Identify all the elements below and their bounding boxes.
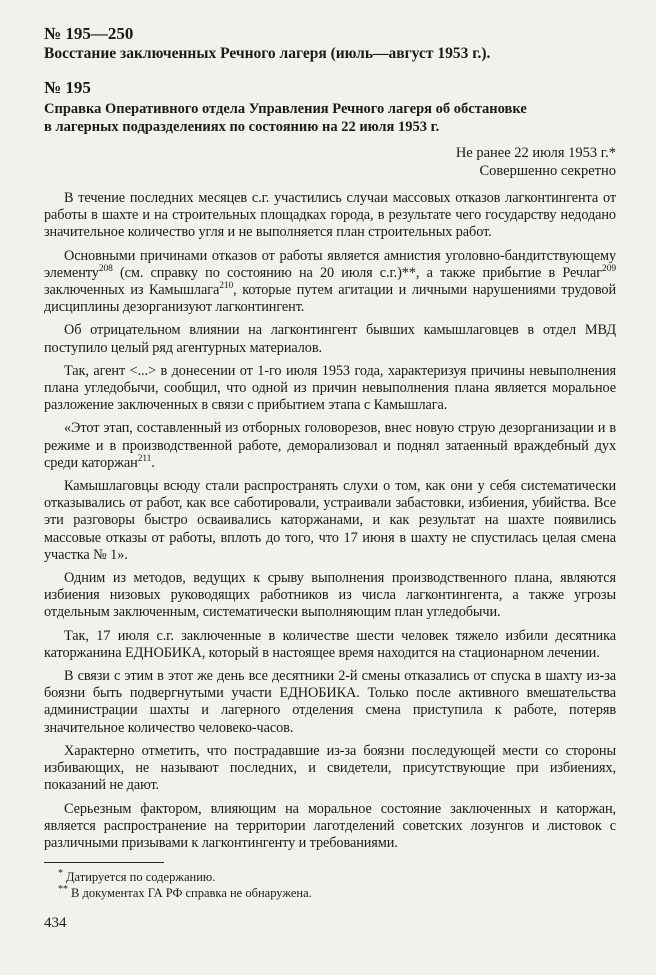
paragraph: В связи с этим в этот же день все десятники 2-й смены отказались от спуска в шахту из-за боязни быть подвергнутыми участи ЕДНОБИКА. Только после активного вмешательства администрации шахты и лагерного отделения смена приступила к работе, потеряв значительное количество человеко-часов. [44,668,616,736]
footnote-mark: ** [58,883,68,895]
paragraph: Так, 17 июля с.г. заключенные в количестве шести человек тяжело избили десятника каторжанина ЕДНОБИКА, который в настоящее время находится на стационарном лечении. [44,627,616,661]
footnote-divider [44,862,164,863]
classification-stamp: Совершенно секретно [479,163,616,179]
footnote-ref: 210 [219,281,234,292]
document-title-line: в лагерных подразделениях по состоянию на 22 июля 1953 г. [44,119,440,135]
paragraph [44,248,616,317]
document-title [44,100,616,136]
footnote-ref: 208 [98,264,113,275]
footnote-text: В документах ГА РФ справка не обнаружена. [71,886,312,901]
paragraph: Серьезным фактором, влияющим на моральное состояние заключенных и каторжан, является распространение на территории лаготделений советских лозунгов и листовок с различными призывами к лагконтингенту и требованиями. [44,800,616,851]
page-number: 434 [44,915,67,931]
paragraph-text: , которые путем агитации и личными нарушениями трудовой дисциплины дезорганизуют лагконтингент. [44,282,616,316]
footnote-ref: 209 [602,264,616,275]
paragraph: Об отрицательном влиянии на лагконтингент бывших камышлаговцев в отдел МВД поступило целый ряд агентурных материалов. [44,322,616,356]
footnote-mark: * [58,867,63,879]
footnote-ref: 211 [137,454,152,465]
footnote [44,869,616,885]
document-number: № 195 [44,78,91,97]
document-date: Не ранее 22 июля 1953 г.* [455,145,616,161]
paragraph [44,420,616,472]
paragraph: Так, агент <...> в донесении от 1-го июля 1953 года, характеризуя причины невыполнения плана угледобычи, сообщил, что одной из причин невыполнения плана является моральное разложение заключенных в связи с прибытием этапа с Камышлага. [44,362,616,414]
paragraph-text: «Этот этап, составленный из отборных головорезов, внес новую струю дезорганизации и в режиме и в производственной работе, деморализовал и поднял затаенный враждебный дух среди каторжан [44,420,616,471]
paragraph-text: заключенных из Камышлага [44,282,220,299]
document-meta [44,144,616,180]
paragraph: В течение последних месяцев с.г. участились случаи массовых отказов лагконтингента от работы в шахте и на строительных площадках города, в результате чего государству недодано значительное количество угля и не выполняется план строительных работ. [44,190,616,241]
footnote [44,885,616,901]
paragraph: Характерно отметить, что пострадавшие из-за боязни последующей мести со стороны избивающих, не называют последних, и свидетели, присутствующие при избиениях, показаний не дают. [44,742,616,794]
paragraph: Одним из методов, ведущих к срыву выполнения производственного плана, являются избиения низовых руководящих работников из числа лагконтингента, а также угрозы отдельным заключенным, систематически выполняющим план угледобычи. [44,570,616,621]
footnote-text: Датируется по содержанию. [66,870,216,885]
document-title-line: Справка Оперативного отдела Управления Речного лагеря об обстановке [44,101,527,117]
paragraph: Камышлаговцы всюду стали распространять слухи о том, как они у себя систематически отказывались от работ, как все саботировали, устраивали забастовки, избиения, убийства. Все эти разговоры быстро осваивались каторжанами, и как результат на шахте появились массовые отказы от работы, вплоть до того, что 17 июня в шахту не спустилась целая смена участка № 1». [44,478,616,563]
paragraph-text: . [151,454,155,471]
paragraph-text: Основными причинами отказов от работы является амнистия уголовно-бандитствующему элементу [44,247,616,281]
section-title: Восстание заключенных Речного лагеря (июль—август 1953 г.). [44,45,491,62]
paragraph-text: (см. справку по состоянию на 20 июля с.г.)**, а также прибытие в Речлаг [112,264,603,281]
document-range: № 195—250 [44,24,134,43]
